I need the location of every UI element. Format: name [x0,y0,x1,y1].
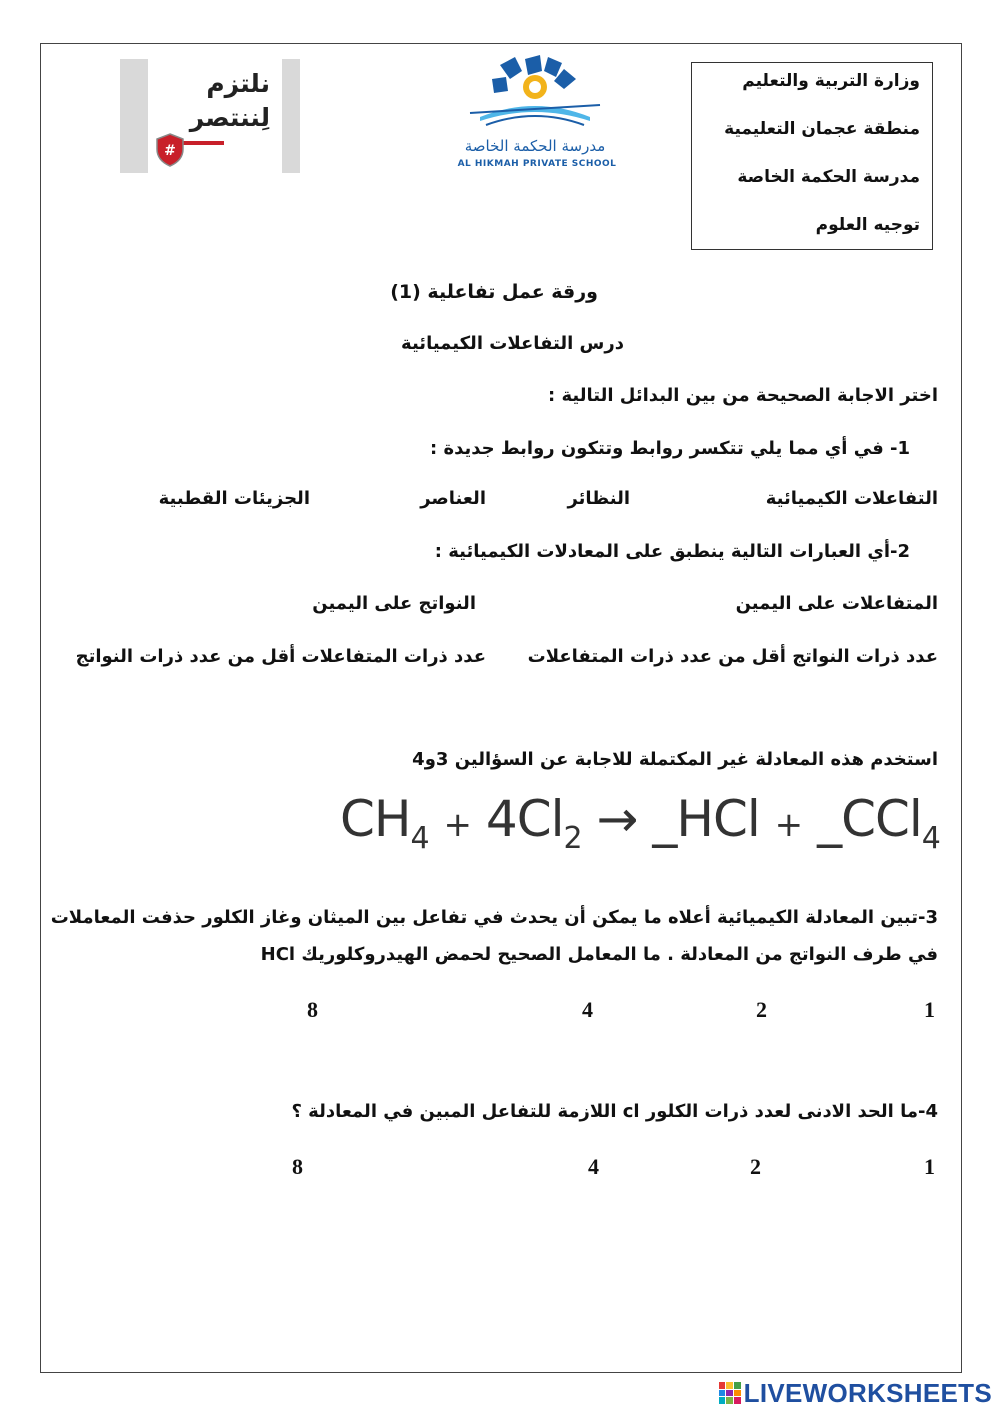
header-line-zone: منطقة عجمان التعليمية [724,119,920,139]
liveworksheets-logo[interactable] [719,1378,992,1408]
school-emblem-icon [440,55,630,137]
liveworksheets-grid-icon [719,1382,741,1404]
question-2: 2-أي العبارات التالية ينطبق على المعادلات الكيميائية : [434,541,910,562]
instruction-text: اختر الاجابة الصحيحة من بين البدائل التالية : [548,385,938,406]
q2-option-4[interactable]: عدد ذرات المتفاعلات أقل من عدد ذرات النواتج [75,646,486,667]
question-3-line-2: في طرف النواتج من المعادلة . ما المعامل الصحيح لحمض الهيدروكلوريك HCl [260,944,938,965]
lesson-title: درس التفاعلات الكيميائية [401,333,624,354]
q1-option-2[interactable]: النظائر [567,488,630,509]
equation-plus-1: + [443,805,472,845]
header-line-school: مدرسة الحكمة الخاصة [737,167,920,187]
equation-product-1: _HCl [652,790,760,848]
q1-option-3[interactable]: العناصر [420,488,486,509]
campaign-logo [120,59,300,173]
equation-product-2: _CCl [817,790,922,848]
school-logo [440,55,630,180]
q3-option-1[interactable]: 1 [924,997,935,1022]
question-3-line-1: 3-تبين المعادلة الكيميائية أعلاه ما يمكن أن يحدث في تفاعل بين الميثان وغاز الكلور حذفت المعاملات [50,907,938,928]
equation-reactant-2: 4Cl [485,790,564,848]
q3-option-4[interactable]: 8 [307,997,318,1022]
shield-badge-text: # [164,143,176,159]
campaign-logo-line1: نلتزم [206,69,270,98]
q2-option-2[interactable]: النواتج على اليمين [312,593,476,614]
q1-option-4[interactable]: الجزيئات القطبية [158,488,310,509]
ministry-header-box [691,62,933,250]
header-line-department: توجيه العلوم [815,215,920,235]
q4-option-1[interactable]: 1 [924,1154,935,1179]
question-4: 4-ما الحد الادنى لعدد ذرات الكلور cl اللازمة للتفاعل المبين في المعادلة ؟ [291,1101,938,1122]
q4-option-3[interactable]: 4 [588,1154,599,1179]
q3-option-3[interactable]: 4 [582,997,593,1022]
q4-option-4[interactable]: 8 [292,1154,303,1179]
school-logo-arabic: مدرسة الحكمة الخاصة [464,137,606,155]
q2-option-1[interactable]: المتفاعلات على اليمين [735,593,938,614]
worksheet-title: ورقة عمل تفاعلية (1) [390,281,598,303]
header-line-ministry: وزارة التربية والتعليم [742,71,920,91]
campaign-logo-line2: لِننتصر [189,103,270,132]
q2-option-3[interactable]: عدد ذرات النواتج أقل من عدد ذرات المتفاعلات [527,646,938,667]
q1-option-1[interactable]: التفاعلات الكيميائية [765,488,938,509]
equation-reactant-1: CH [340,790,411,848]
chemical-equation: $CH_4 + 4Cl_2$ → _HCl + _CCl$_4$ [340,790,940,856]
q4-option-2[interactable]: 2 [750,1154,761,1179]
equation-arrow: → [596,790,638,848]
equation-intro: استخدم هذه المعادلة غير المكتملة للاجابة عن السؤالين 3و4 [412,749,938,770]
question-1: 1- في أي مما يلي تتكسر روابط وتتكون روابط جديدة : [430,438,910,459]
school-logo-english: AL HIKMAH PRIVATE SCHOOL [457,159,617,169]
shield-icon [156,133,184,167]
equation-plus-2: + [774,805,803,845]
q3-option-2[interactable]: 2 [756,997,767,1022]
liveworksheets-brand-text: LIVEWORKSHEETS [743,1377,992,1408]
